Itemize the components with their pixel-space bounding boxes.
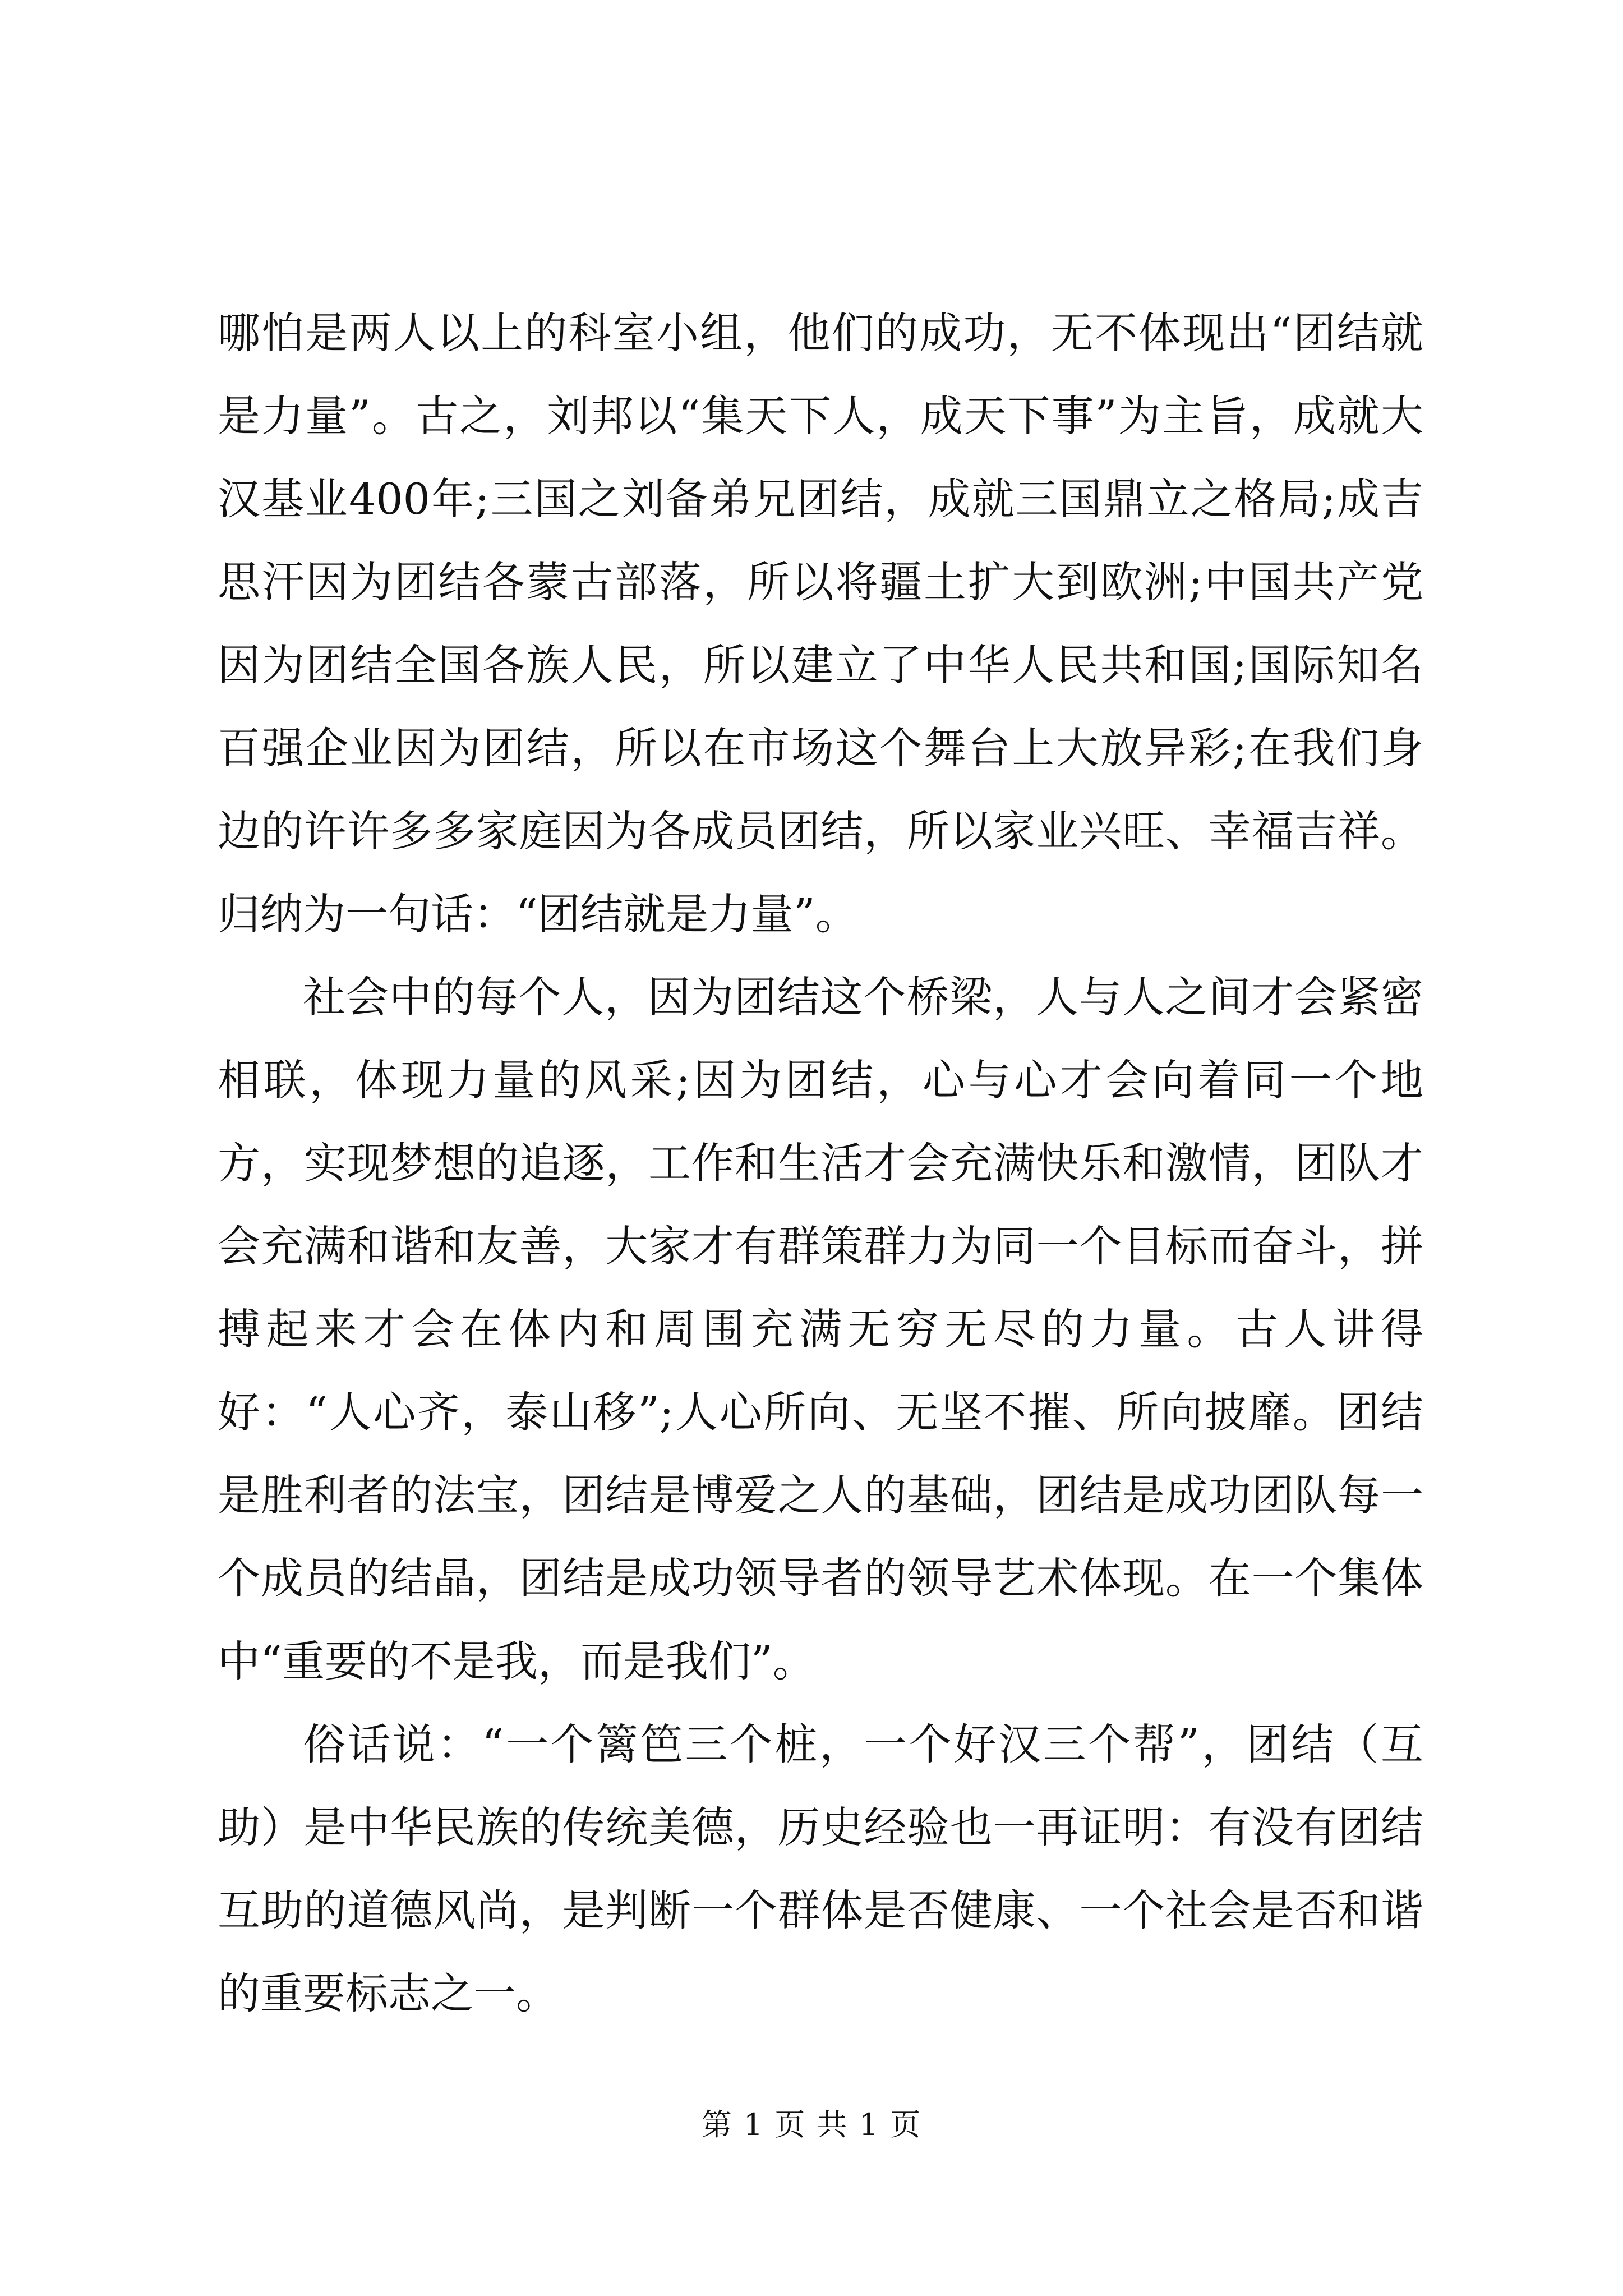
document-body: [218, 292, 1423, 2035]
page-number-footer: 第 1 页 共 1 页: [701, 2107, 922, 2142]
paragraph-2: 社会中的每个人，因为团结这个桥梁，人与人之间才会紧密相联，体现力量的风采;因为团结，心与心才会向着同一个地方，实现梦想的追逐，工作和生活才会充满快乐和激情，团队才会充满和谐和友善，大家才有群策群力为同一个目标而奋斗，拼搏起来才会在体内和周围充满无穷无尽的力量。古人讲得好：“人心齐，泰山移”;人心所向、无坚不摧、所向披靡。团结是胜利者的法宝，团结是博爱之人的基础，团结是成功团队每一个成员的结晶，团结是成功领导者的领导艺术体现。在一个集体中“重要的不是我，而是我们”。: [218, 972, 1423, 1686]
paragraph-1: 哪怕是两人以上的科室小组，他们的成功，无不体现出“团结就是力量”。古之，刘邦以“集天下人，成天下事”为主旨，成就大汉基业400年;三国之刘备弟兄团结，成就三国鼎立之格局;成吉思汗因为团结各蒙古部落，所以将疆土扩大到欧洲;中国共产党因为团结全国各族人民，所以建立了中华人民共和国;国际知名百强企业因为团结，所以在市场这个舞台上大放异彩;在我们身边的许许多多家庭因为各成员团结，所以家业兴旺、幸福吉祥。归纳为一句话：“团结就是力量”。: [218, 308, 1423, 939]
paragraph-3: 俗话说：“一个篱笆三个桩，一个好汉三个帮”，团结（互助）是中华民族的传统美德，历史经验也一再证明：有没有团结互助的道德风尚，是判断一个群体是否健康、一个社会是否和谐的重要标志之一。: [218, 1719, 1423, 2018]
